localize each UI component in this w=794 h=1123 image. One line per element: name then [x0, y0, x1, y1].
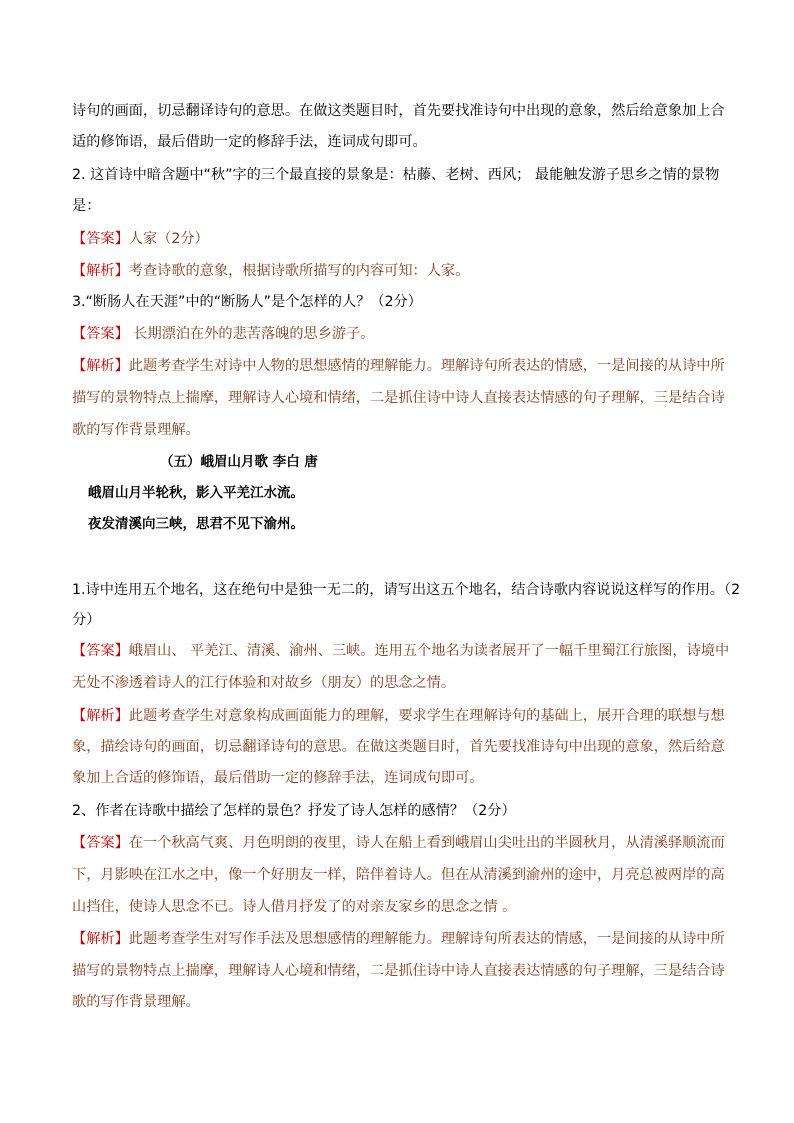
analysis-text: 考查诗歌的意象，根据诗歌所描写的内容可知：人家。	[128, 263, 470, 279]
analysis-text: 歌的写作背景理解。	[72, 422, 200, 438]
answer-text: 下，月影映在江水之中，像一个好朋友一样，陪伴着诗人。但在从清溪到渝州的途中，月亮总被两岸的高	[72, 867, 725, 883]
answer-text: 无处不渗透着诗人的江行体验和对故乡（朋友）的思念之情。	[72, 675, 456, 691]
answer-line	[72, 833, 725, 853]
analysis-line	[72, 706, 725, 726]
question-2: 2、作者在诗歌中描绘了怎样的景色？抒发了诗人怎样的感情？（2分）	[72, 803, 516, 819]
analysis-tag: 【解析】	[72, 931, 129, 947]
question-1: 1.诗中连用五个地名，这在绝句中是独一无二的，请写出这五个地名，结合诗歌内容说说这样写的作用。（2	[72, 582, 741, 598]
analysis-text: 歌的写作背景理解。	[72, 994, 200, 1010]
poem-title: （五）峨眉山月歌 李白 唐	[160, 454, 318, 470]
answer-tag: 【答案】	[72, 326, 129, 342]
analysis-text: 描写的景物特点上揣摩，理解诗人心境和情绪，二是抓住诗中诗人直接表达情感的句子理解，三是结合诗	[72, 390, 725, 406]
poem-line: 夜发清溪向三峡，思君不见下渝州。	[88, 516, 304, 532]
answer-tag: 【答案】	[72, 835, 129, 851]
analysis-line	[72, 356, 725, 376]
analysis-text: 此题考查学生对意象构成画面能力的理解，要求学生在理解诗句的基础上，展开合理的联想与想	[128, 708, 725, 724]
analysis-text: 象加上合适的修饰语，最后借助一定的修辞手法，连词成句即可。	[72, 770, 484, 786]
analysis-tag: 【解析】	[72, 358, 129, 374]
analysis-tag: 【解析】	[72, 708, 129, 724]
analysis-tag: 【解析】	[72, 263, 129, 279]
answer-tag: 【答案】	[72, 643, 129, 659]
answer-line	[72, 641, 729, 661]
question-1: 分）	[72, 612, 101, 628]
answer-text: 峨眉山、 平羌江、清溪、渝州、三峡。连用五个地名为读者展开了一幅千里蜀江行旅图，诗境中	[128, 643, 730, 659]
analysis-text: 此题考查学生对诗中人物的思想感情的理解能力。理解诗句所表达的情感，一是间接的从诗中所	[128, 358, 725, 374]
answer-text: 人家（2分）	[128, 231, 209, 247]
question-3: 3.“断肠人在天涯”中的“断肠人”是个怎样的人？（2分）	[72, 294, 422, 310]
text-line: 是：	[72, 198, 101, 214]
analysis-line	[72, 261, 469, 281]
answer-text: 山挡住，使诗人思念不已。诗人借月抒发了的对亲友家乡的思念之情 。	[72, 899, 517, 915]
answer-tag: 【答案】	[72, 231, 129, 247]
analysis-text: 描写的景物特点上揣摩，理解诗人心境和情绪，二是抓住诗中诗人直接表达情感的句子理解，三是结合诗	[72, 963, 725, 979]
text-line: 诗句的画面，切忌翻译诗句的意思。在做这类题目时，首先要找准诗句中出现的意象，然后给意象加上合	[72, 103, 725, 119]
text-line: 适的修饰语，最后借助一定的修辞手法，连词成句即可。	[72, 134, 427, 150]
answer-line	[72, 324, 374, 344]
analysis-text: 此题考查学生对写作手法及思想感情的理解能力。理解诗句所表达的情感，一是间接的从诗中所	[128, 931, 725, 947]
answer-text: 长期漂泊在外的悲苦落魄的思乡游子。	[128, 326, 375, 342]
poem-line: 峨眉山月半轮秋，影入平羌江水流。	[88, 485, 304, 501]
answer-text: 在一个秋高气爽、月色明朗的夜里，诗人在船上看到峨眉山尖吐出的半圆秋月，从清溪驿顺流而	[128, 835, 725, 851]
analysis-text: 象，描绘诗句的画面，切忌翻译诗句的意思。在做这类题目时，首先要找准诗句中出现的意象，然后给意	[72, 739, 725, 755]
answer-line	[72, 229, 209, 249]
analysis-line	[72, 929, 725, 949]
question-2: 2. 这首诗中暗含题中“秋”字的三个最直接的景象是：枯藤、老树、西风； 最能触发游子思乡之情的景物	[72, 167, 720, 183]
